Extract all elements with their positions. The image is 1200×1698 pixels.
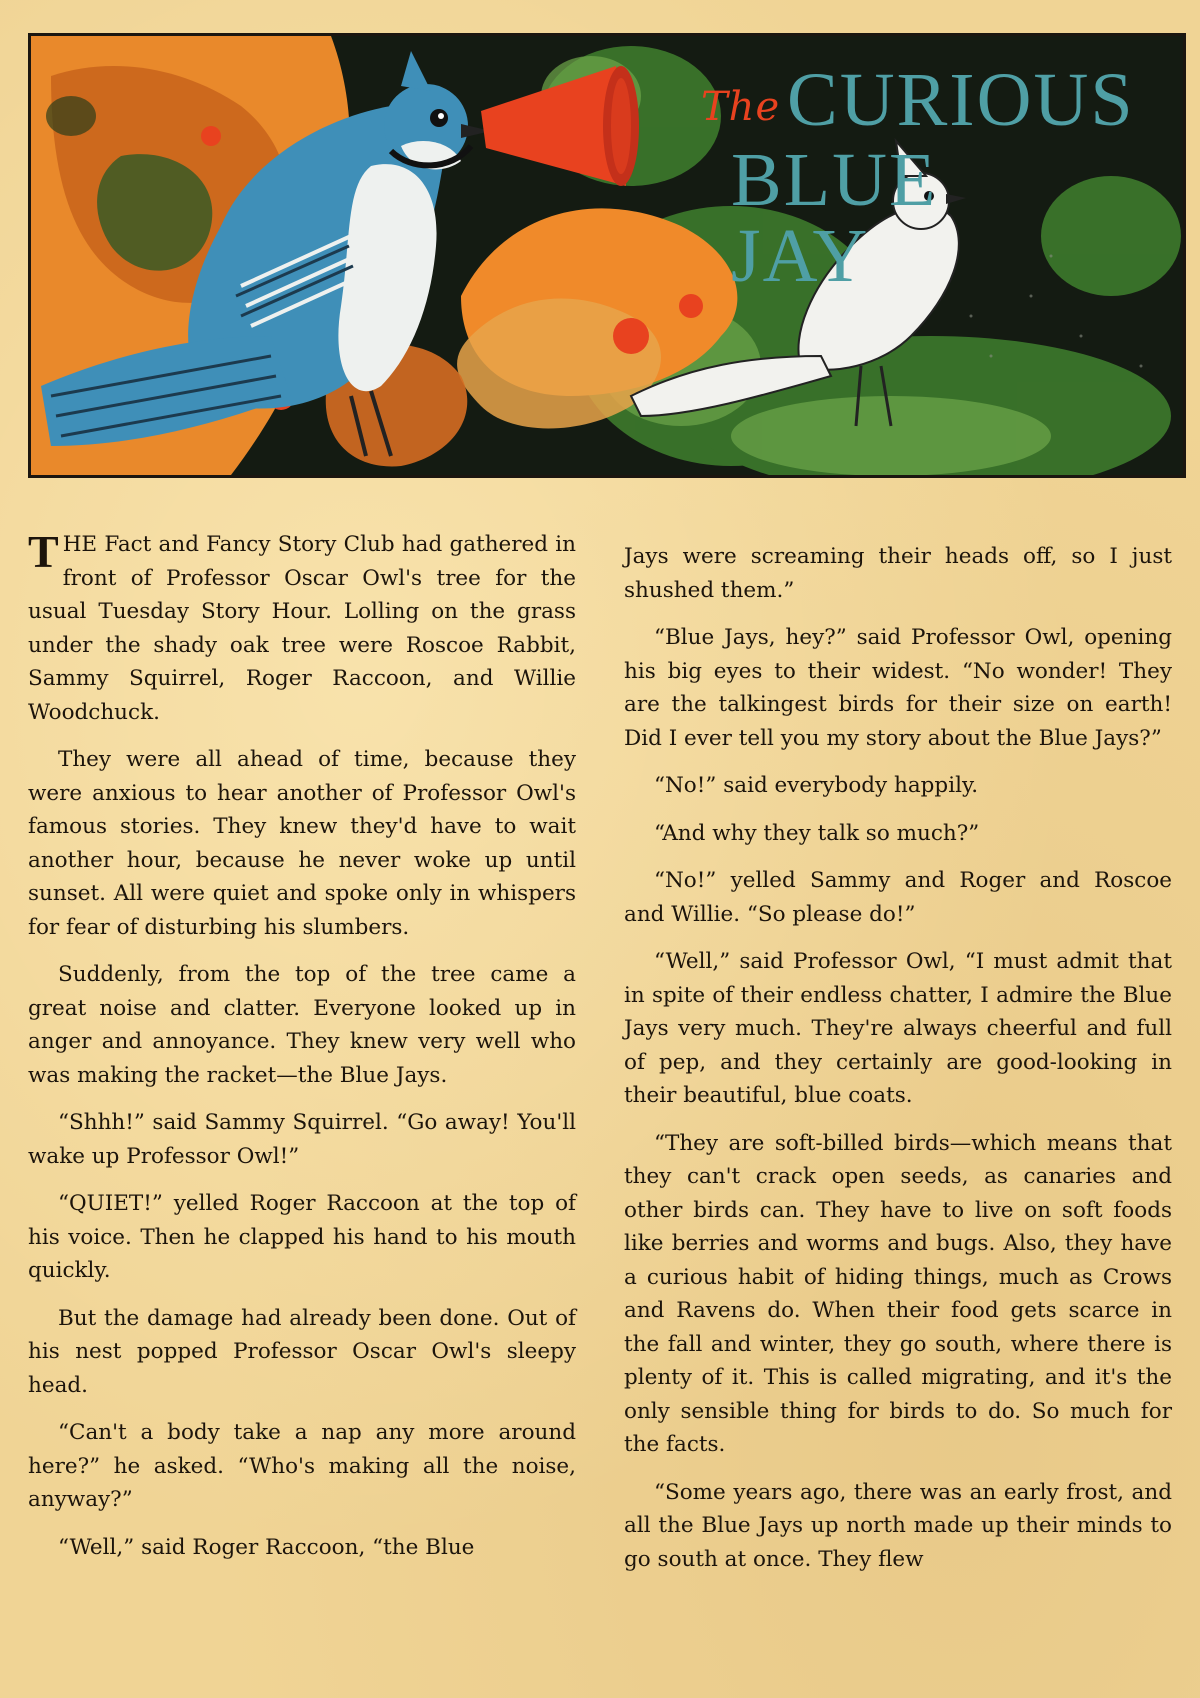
paragraph: “They are soft-billed birds—which means that they can't crack open seeds, as canaries and other birds can. They have to live on soft foods like berries and worms and bugs. Also, they have a curious habit of hiding things, much as Crows and Ravens do. When their food gets scarce in the fall and winter, they go south, where there is plenty of it. This is called migrating, and it's the only sensible thing for birds to do. So much for the facts. bbox=[624, 1130, 1172, 1457]
story-column-right bbox=[624, 540, 1172, 1590]
paragraph: Suddenly, from the top of the tree came a great noise and clatter. Everyone looked up in anger and annoyance. They knew very well who was making the racket—the Blue Jays. bbox=[28, 962, 576, 1088]
drop-cap: T bbox=[28, 526, 59, 577]
paragraph-text: HE Fact and Fancy Story Club had gathered in front of Professor Oscar Owl's tree for the usual Tuesday Story Hour. Lolling on the grass under the shady oak tree were Roscoe Rabbit, Sammy Squirrel, Roger Raccoon, and Willie Woodchuck. bbox=[28, 532, 576, 725]
paragraph: “Shhh!” said Sammy Squirrel. “Go away! You'll wake up Professor Owl!” bbox=[28, 1110, 576, 1169]
story-column-left bbox=[28, 528, 576, 1578]
title-illustration-panel bbox=[28, 33, 1186, 478]
paragraph: But the damage had already been done. Out of his nest popped Professor Oscar Owl's sleepy head. bbox=[28, 1305, 576, 1398]
title-curious: CURIOUS bbox=[787, 58, 1135, 142]
paragraph: “Well,” said Roger Raccoon, “the Blue bbox=[58, 1534, 475, 1560]
paragraph bbox=[28, 528, 576, 729]
paragraph: “Well,” said Professor Owl, “I must admit that in spite of their endless chatter, I admire the Blue Jays very much. They're always cheerful and full of pep, and they certainly are good-looking in their beautiful, blue coats. bbox=[624, 949, 1172, 1108]
paragraph: “No!” yelled Sammy and Roger and Roscoe and Willie. “So please do!” bbox=[624, 868, 1172, 927]
story-title bbox=[695, 54, 1185, 298]
title-the: The bbox=[701, 84, 781, 130]
paragraph: “And why they talk so much?” bbox=[654, 820, 980, 846]
paragraph: They were all ahead of time, because they were anxious to hear another of Professor Owl's famous stories. They knew they'd have to wait another hour, because he never woke up until sunset. All were quiet and spoke only in whispers for fear of disturbing his slumbers. bbox=[28, 747, 576, 940]
title-blue-jay: BLUE JAY bbox=[731, 138, 938, 298]
paragraph: “Some years ago, there was an early frost, and all the Blue Jays up north made up their minds to go south at once. They flew bbox=[624, 1479, 1172, 1572]
paragraph: “Can't a body take a nap any more around here?” he asked. “Who's making all the noise, anyway?” bbox=[28, 1420, 576, 1512]
paragraph: “QUIET!” yelled Roger Raccoon at the top of his voice. Then he clapped his hand to his mouth quickly. bbox=[28, 1191, 576, 1283]
paragraph: Jays were screaming their heads off, so I just shushed them.” bbox=[624, 544, 1172, 603]
paragraph: “No!” said everybody happily. bbox=[654, 773, 979, 798]
paragraph: “Blue Jays, hey?” said Professor Owl, opening his big eyes to their widest. “No wonder! They are the talkingest birds for their size on earth! Did I ever tell you my story about the Blue Jays?” bbox=[624, 625, 1172, 751]
